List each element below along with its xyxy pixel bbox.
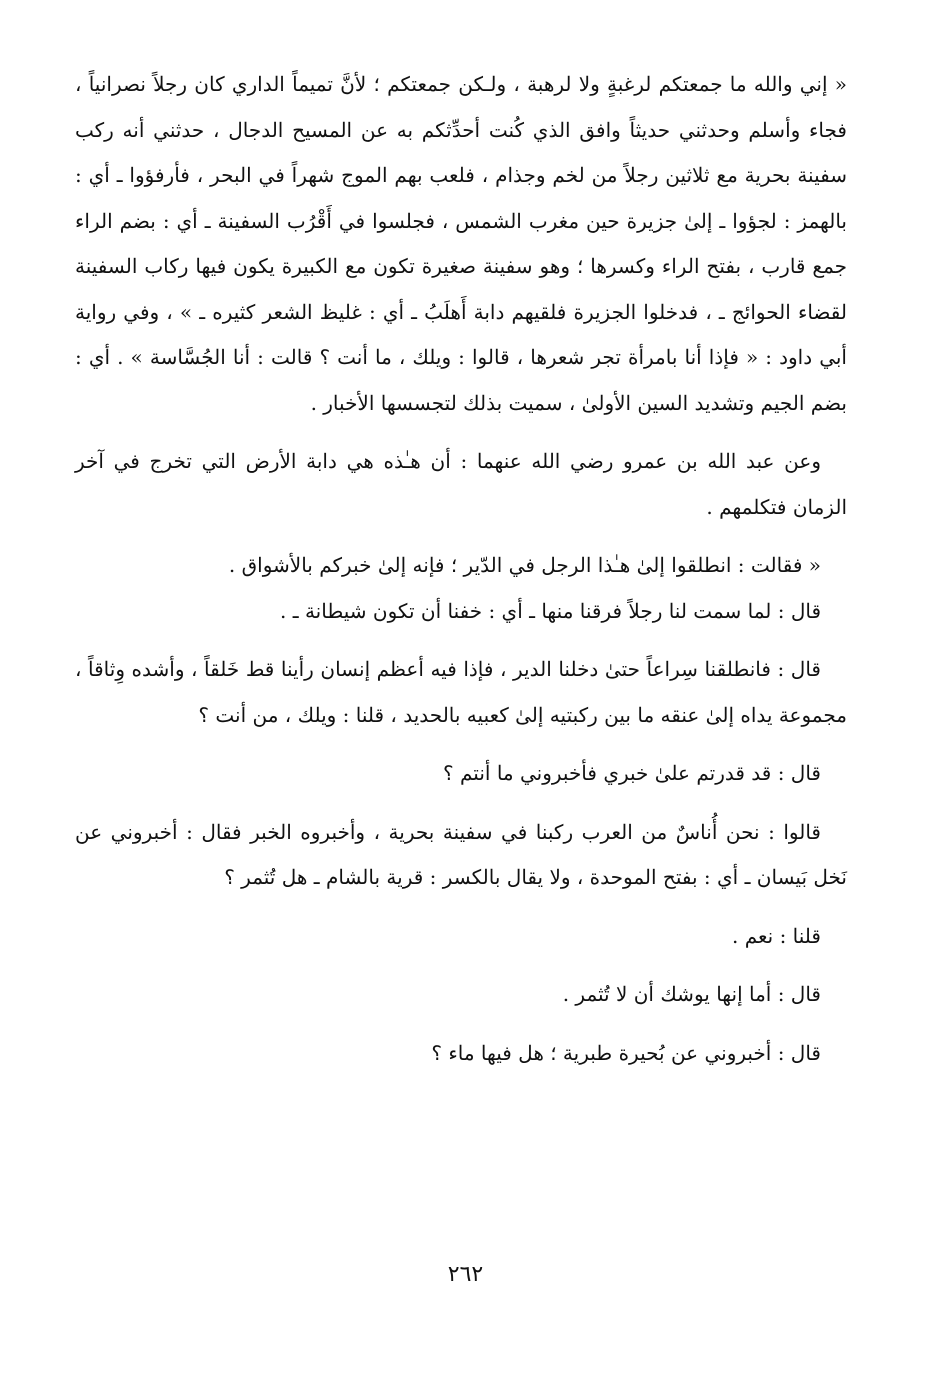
paragraph-qulna-naam: قلنا : نعم . <box>731 923 821 948</box>
paragraph-yushik: قال : أما إنها يوشك أن لا تُثمر . <box>562 982 821 1006</box>
paragraph-qad-qadartum: قال : قد قدرتم علىٰ خبري فأخبروني ما أنتم ؟ <box>443 761 821 785</box>
paragraph-abdullah-ibn-amr: وعن عبد الله بن عمرو رضي الله عنهما : أن هـٰذه هي دابة الأرض التي تخرج في آخر الزمان فتكلمهم . <box>75 449 847 519</box>
paragraph-buhayrat-tabariyya: قال : أخبروني عن بُحيرة طبرية ؛ هل فيها ماء ؟ <box>431 1040 821 1065</box>
paragraph-nahnu-unas: قالوا : نحن أُناسٌ من العرب ركبنا في سفينة بحرية ، وأخبروه الخبر فقال : أخبروني عن نَخل بَيسان ـ أي : بفتح الموحدة ، ولا يقال بالكسر : قرية بالشام ـ هل تُثمر ؟ <box>75 819 847 889</box>
page-number: ٢٦٢ <box>447 1262 484 1287</box>
paragraph-lamma-sammat: قال : لما سمت لنا رجلاً فرقنا منها ـ أي : خفنا أن تكون شيطانة ـ . <box>280 598 821 623</box>
page-body <box>75 62 847 1076</box>
paragraph-fantalaqna: قال : فانطلقنا سِراعاً حتىٰ دخلنا الدير ، فإذا فيه أعظم إنسان رأينا قط خَلقاً ، وأشده وِثاقاً ، مجموعة يداه إلىٰ عنقه ما بين ركبتيه إلىٰ كعبيه بالحديد ، قلنا : ويلك ، من أنت ؟ <box>75 657 847 727</box>
paragraph-fa-qalat: « فقالت : انطلقوا إلىٰ هـٰذا الرجل في الدّير ؛ فإنه إلىٰ خبركم بالأشواق . <box>228 553 821 577</box>
paragraph-jassasa-hadith: « إني والله ما جمعتكم لرغبةٍ ولا لرهبة ، ولـكن جمعتكم ؛ لأنَّ تميماً الداري كان رجلاً نصرانياً ، فجاء وأسلم وحدثني حديثاً وافق الذي كُنت أحدِّثكم به عن المسيح الدجال ، حدثني أنه ركب سفينة بحرية مع ثلاثين رجلاً من لخم وجذام ، فلعب بهم الموج شهراً في البحر ، فأرفؤوا ـ أي : بالهمز : لجؤوا ـ إلىٰ جزيرة حين مغرب الشمس ، فجلسوا في أَقْرُب السفينة ـ أي : بضم الراء جمع قارب ، بفتح الراء وكسرها ؛ وهو سفينة صغيرة تكون مع الكبيرة يكون فيها ركاب السفينة لقضاء الحوائج ـ ، فدخلوا الجزيرة فلقيهم دابة أَهلَبُ ـ أي : غليظ الشعر كثيره ـ » ، وفي رواية أبي داود : « فإذا أنا بامرأة تجر شعرها ، قالوا : ويلك ، ما أنت ؟ قالت : أنا الجُسَّاسة » . أي : بضم الجيم وتشديد السين الأولىٰ ، سميت بذلك لتجسسها الأخبار . <box>75 72 847 415</box>
